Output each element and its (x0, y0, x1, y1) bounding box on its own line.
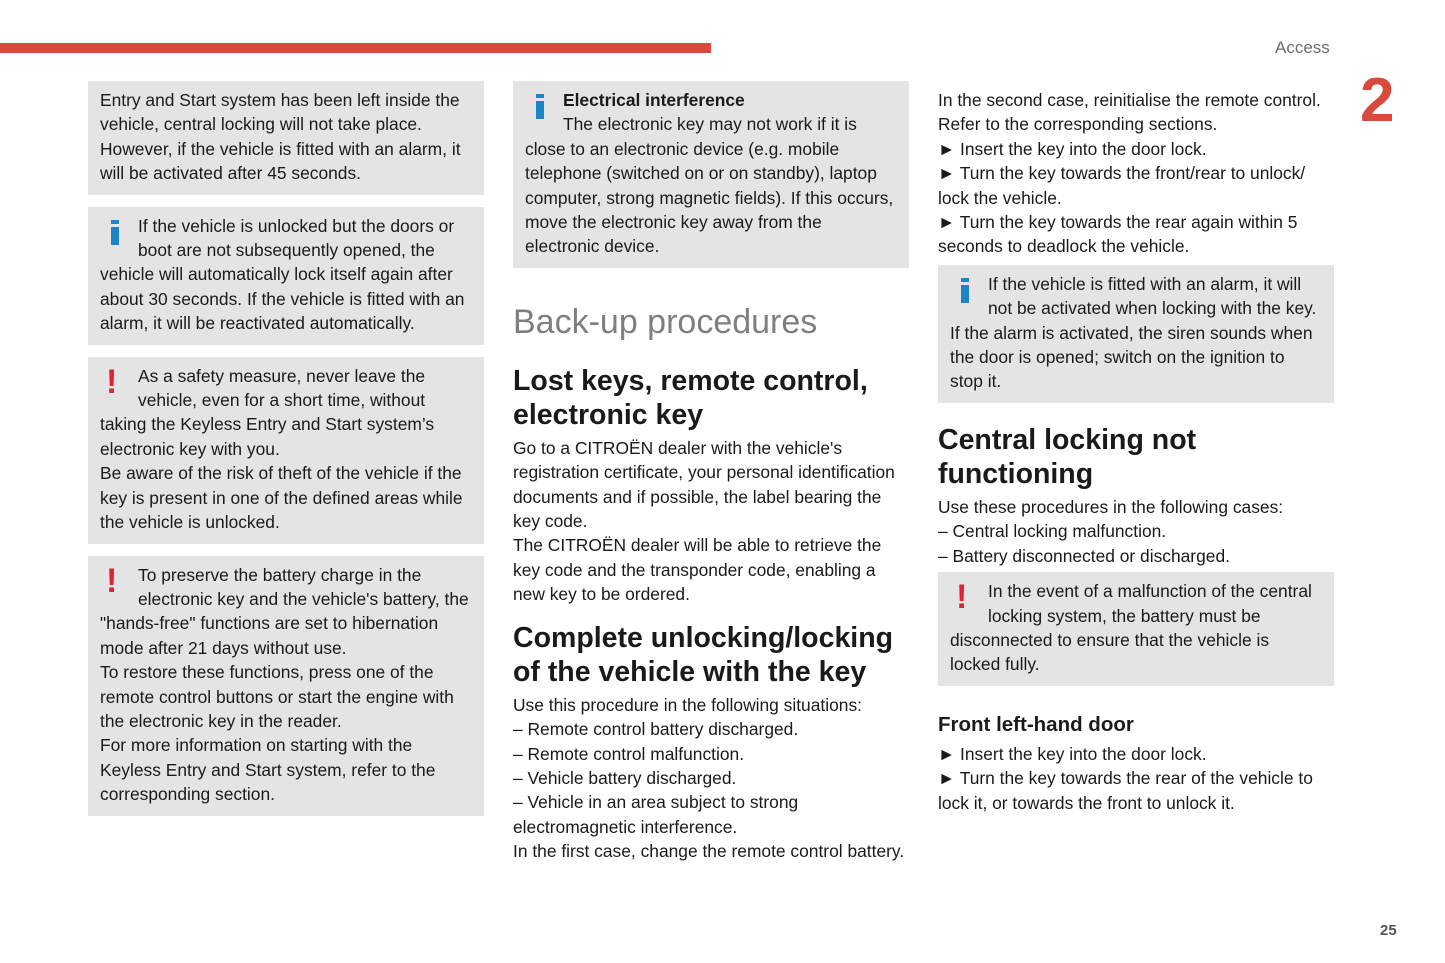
info-box (938, 265, 1334, 403)
section-heading: Back-up procedures (513, 302, 818, 341)
list-item: – Central locking malfunction. (938, 521, 1167, 542)
note-box (88, 81, 484, 195)
info-icon (525, 88, 563, 132)
step-item: ► Turn the key towards the front/rear to unlock/ lock the vehicle. (938, 163, 1306, 208)
info-box (88, 207, 484, 345)
warning-box (88, 556, 484, 816)
header-accent-bar (0, 43, 711, 53)
step-item: ► Turn the key towards the rear again within 5 seconds to deadlock the vehicle. (938, 212, 1298, 257)
note-text: Entry and Start system has been left inside the vehicle, central locking will not take place. However, if the vehicle is fitted with an alarm, it will be activated after 45 seconds. (100, 90, 461, 184)
warning-icon: ! (106, 561, 118, 600)
step-item: ► Turn the key towards the rear of the vehicle to lock it, or towards the front to unlock it. (938, 768, 1313, 813)
info-icon (100, 214, 138, 258)
paragraph: Use this procedure in the following situations: (513, 694, 862, 715)
column-2 (513, 81, 909, 864)
list-item: – Vehicle battery discharged. (513, 767, 737, 788)
warning-text: As a safety measure, never leave the vehicle, even for a short time, without taking the Keyless Entry and Start system’s electronic key with you. (100, 365, 435, 459)
list-item: – Remote control malfunction. (513, 743, 745, 764)
section-title: Access (1275, 38, 1330, 57)
heading-central-locking: Central locking not functioning (938, 423, 1197, 490)
list-item: – Battery disconnected or discharged. (938, 545, 1230, 566)
step-item: ► Insert the key into the door lock. (938, 138, 1207, 159)
warning-icon: ! (106, 362, 118, 401)
column-3 (938, 88, 1334, 815)
warning-text: Be aware of the risk of theft of the vehicle if the key is present in one of the defined areas while the vehicle is unlocked. (100, 463, 463, 533)
list-item: – Remote control battery discharged. (513, 719, 799, 740)
warning-icon: ! (956, 578, 968, 617)
paragraph: The CITROËN dealer will be able to retrieve the key code and the transponder code, enabling a new key to be ordered. (513, 535, 882, 605)
step-item: ► Insert the key into the door lock. (938, 743, 1207, 764)
info-icon (950, 272, 988, 316)
warning-text: To preserve the battery charge in the electronic key and the vehicle's battery, the "hands-free" functions are set to hibernation mode after 21 days without use. (100, 564, 469, 658)
list-item: – Vehicle in an area subject to strong electromagnetic interference. (513, 792, 799, 837)
info-title: Electrical interference (563, 90, 745, 110)
paragraph: In the second case, reinitialise the remote control. (938, 90, 1321, 110)
warning-text: For more information on starting with the Keyless Entry and Start system, refer to the corresponding section. (100, 735, 436, 805)
warning-box (88, 357, 484, 544)
warning-text: To restore these functions, press one of the remote control buttons or start the engine with the electronic key in the reader. (100, 662, 454, 731)
heading-front-door: Front left-hand door (938, 712, 1134, 736)
heading-lost-keys: Lost keys, remote control, electronic key (513, 364, 868, 431)
info-text: If the vehicle is fitted with an alarm, it will not be activated when locking with the key. (988, 273, 1317, 319)
info-text: If the vehicle is unlocked but the doors or boot are not subsequently opened, the vehicle will automatically lock itself again after about 30 seconds. If the vehicle is fitted with an alarm, it will be reactivated automatically. (100, 215, 465, 334)
chapter-number: 2 (1360, 66, 1395, 135)
warning-box (938, 572, 1334, 686)
info-text: If the alarm is activated, the siren sounds when the door is opened; switch on the ignition to stop it. (950, 322, 1313, 392)
column-1 (88, 81, 484, 828)
paragraph: Use these procedures in the following cases: (938, 496, 1284, 517)
paragraph: Refer to the corresponding sections. (938, 114, 1218, 135)
info-box (513, 81, 909, 268)
paragraph: Go to a CITROËN dealer with the vehicle's registration certificate, your personal identification documents and if possible, the label bearing the key code. (513, 437, 895, 532)
paragraph: In the first case, change the remote control battery. (513, 841, 905, 862)
heading-complete-unlocking: Complete unlocking/locking of the vehicle with the key (513, 621, 894, 688)
page-number: 25 (1380, 922, 1397, 939)
warning-text: In the event of a malfunction of the central locking system, the battery must be disconnected to ensure that the vehicle is locked fully. (950, 581, 1312, 675)
info-text: The electronic key may not work if it is close to an electronic device (e.g. mobile telephone (switched on or on standby), laptop computer, strong magnetic fields). If this occurs, move the electronic key away from the electronic device. (525, 114, 894, 257)
